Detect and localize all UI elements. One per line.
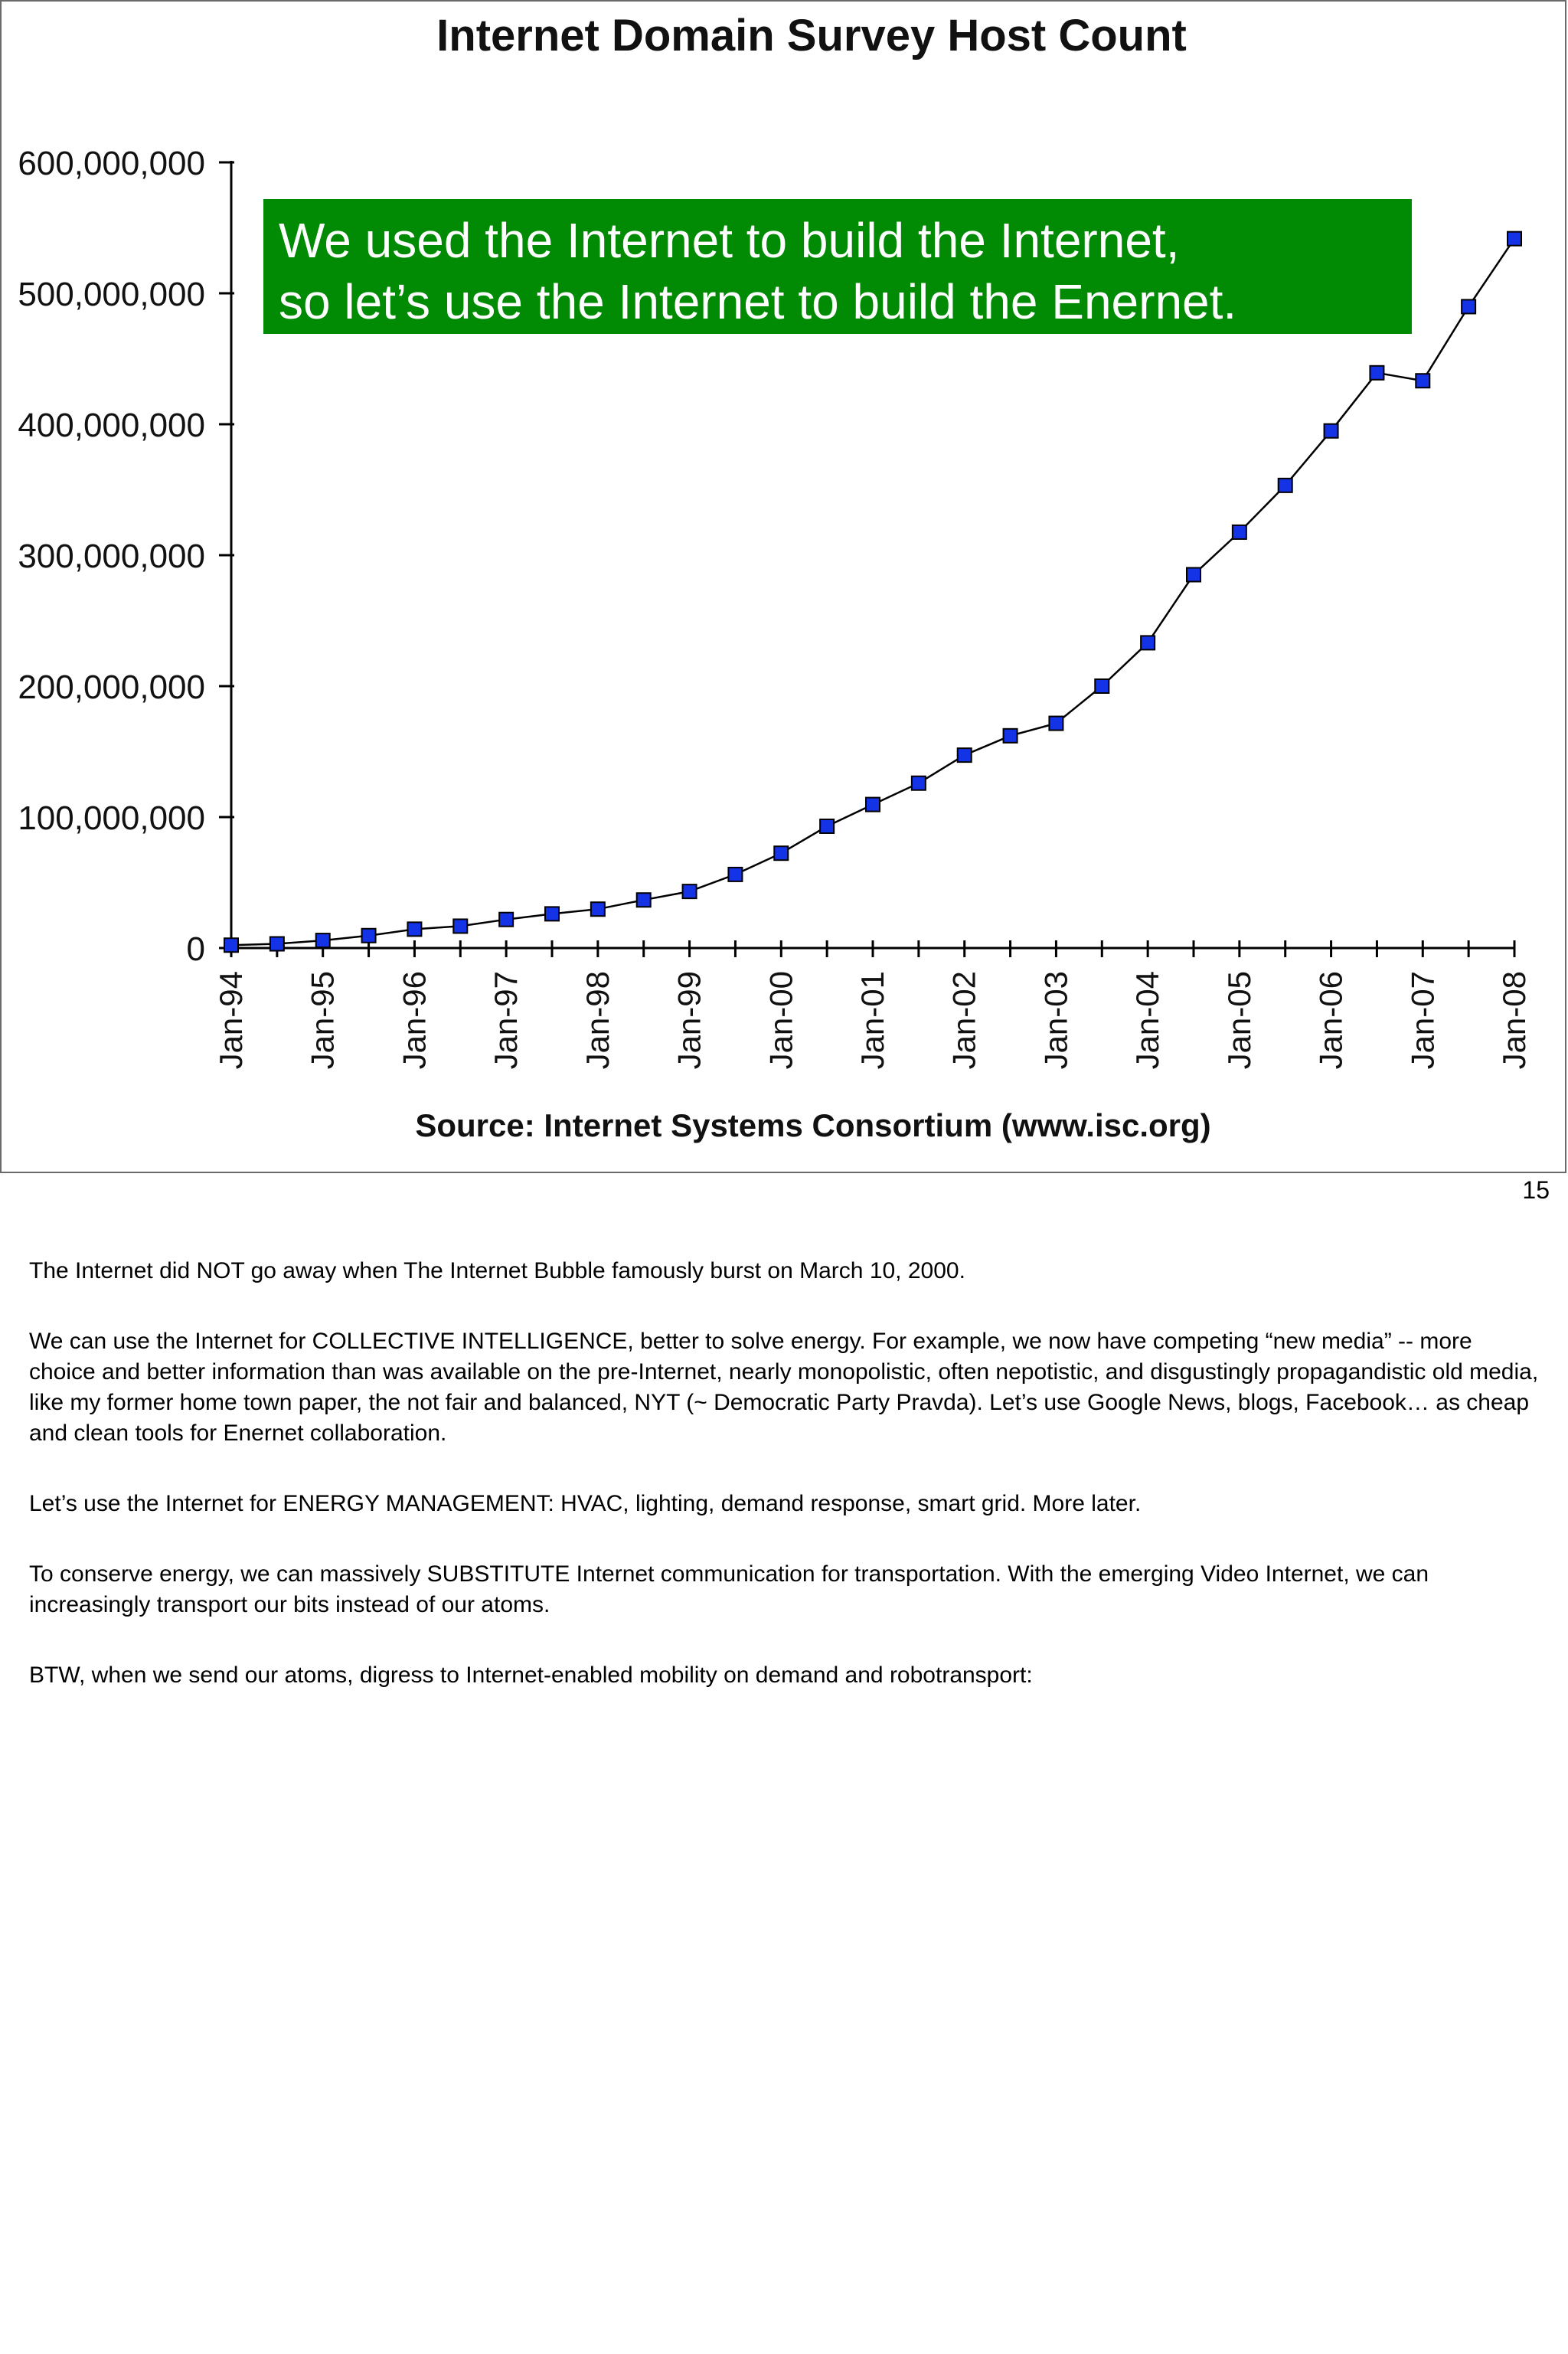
note-paragraph-5: BTW, when we send our atoms, digress to Internet-enabled mobility on demand and robotransport: — [29, 1663, 1033, 1688]
callout-line-2: so let’s use the Internet to build the Enernet. — [279, 274, 1237, 329]
data-point — [866, 798, 880, 812]
data-point — [316, 933, 330, 947]
slide-frame — [0, 0, 1566, 1173]
x-tick-label: Jan-07 — [1404, 971, 1441, 1070]
x-tick-label: Jan-00 — [763, 971, 799, 1070]
data-point — [1370, 366, 1383, 380]
speaker-notes — [29, 1256, 1541, 1731]
data-point — [958, 748, 972, 762]
data-point — [1141, 636, 1155, 649]
x-tick-label: Jan-99 — [671, 971, 707, 1070]
chart-source: Source: Internet Systems Consortium (www.isc.org) — [415, 1107, 1211, 1143]
data-point — [774, 846, 788, 860]
x-tick-label: Jan-95 — [304, 971, 341, 1070]
data-point — [591, 902, 605, 916]
data-point — [1233, 525, 1246, 539]
data-point — [728, 868, 742, 881]
y-tick-label: 600,000,000 — [18, 145, 205, 182]
y-tick-label: 500,000,000 — [18, 276, 205, 313]
note-paragraph-4: To conserve energy, we can massively SUBSTITUTE Internet communication for transportation. With the emerging Video Internet, we can increasingly transport our bits instead of our atoms. — [29, 1561, 1429, 1617]
y-axis — [18, 145, 234, 968]
x-tick-label: Jan-08 — [1496, 971, 1532, 1070]
data-point — [1416, 374, 1429, 387]
callout-box — [263, 199, 1412, 334]
note-paragraph-1: The Internet did NOT go away when The Internet Bubble famously burst on March 10, 2000. — [29, 1258, 965, 1283]
y-tick-label: 300,000,000 — [18, 538, 205, 575]
data-point — [1325, 424, 1338, 438]
x-tick-label: Jan-02 — [946, 971, 982, 1070]
data-point — [453, 919, 467, 933]
x-tick-label: Jan-97 — [488, 971, 524, 1070]
x-tick-label: Jan-04 — [1129, 971, 1166, 1070]
data-point — [1279, 479, 1292, 492]
data-point — [637, 893, 651, 907]
chart-title: Internet Domain Survey Host Count — [436, 11, 1187, 60]
data-point — [1508, 232, 1521, 246]
x-tick-label: Jan-06 — [1312, 971, 1349, 1070]
data-point — [270, 937, 284, 951]
x-axis — [213, 940, 1532, 1069]
y-tick-label: 100,000,000 — [18, 799, 205, 837]
note-paragraph-3: Let’s use the Internet for ENERGY MANAGEMENT: HVAC, lighting, demand response, smart grid. More later. — [29, 1491, 1142, 1516]
data-point — [683, 884, 697, 898]
data-point — [499, 913, 513, 927]
x-tick-label: Jan-98 — [579, 971, 616, 1070]
x-tick-label: Jan-03 — [1037, 971, 1074, 1070]
data-point — [1095, 679, 1109, 693]
data-point — [1187, 567, 1200, 581]
note-paragraph-2: We can use the Internet for COLLECTIVE INTELLIGENCE, better to solve energy. For example, we now have competing “new media” -- more choice and better information than was available on the pre-Internet, nearly monopolistic, often nepotistic, and disgustingly propagandistic old media, like my former home town paper, the not fair and balanced, NYT (~ Democratic Party Pravda). Let’s use Google News, blogs, Facebook… as cheap and clean tools for Enernet collaboration. — [29, 1329, 1539, 1446]
data-point — [820, 819, 834, 833]
data-point — [912, 776, 926, 790]
data-point — [1462, 299, 1475, 313]
x-tick-label: Jan-94 — [213, 971, 249, 1070]
data-point — [1049, 717, 1063, 731]
y-tick-label: 200,000,000 — [18, 669, 205, 706]
data-point — [224, 938, 238, 952]
series-host-count — [224, 232, 1521, 953]
x-tick-label: Jan-96 — [396, 971, 433, 1070]
page-number: 15 — [1522, 1176, 1550, 1204]
y-tick-label: 0 — [186, 930, 205, 968]
series-line — [231, 239, 1514, 945]
data-point — [362, 929, 376, 943]
y-tick-label: 400,000,000 — [18, 407, 205, 444]
x-tick-label: Jan-05 — [1220, 971, 1257, 1070]
data-point — [407, 922, 421, 936]
data-point — [545, 907, 559, 920]
x-tick-label: Jan-01 — [854, 971, 890, 1070]
data-point — [1004, 729, 1018, 743]
callout-line-1: We used the Internet to build the Internet, — [279, 213, 1180, 268]
host-count-chart — [2, 2, 1566, 1172]
